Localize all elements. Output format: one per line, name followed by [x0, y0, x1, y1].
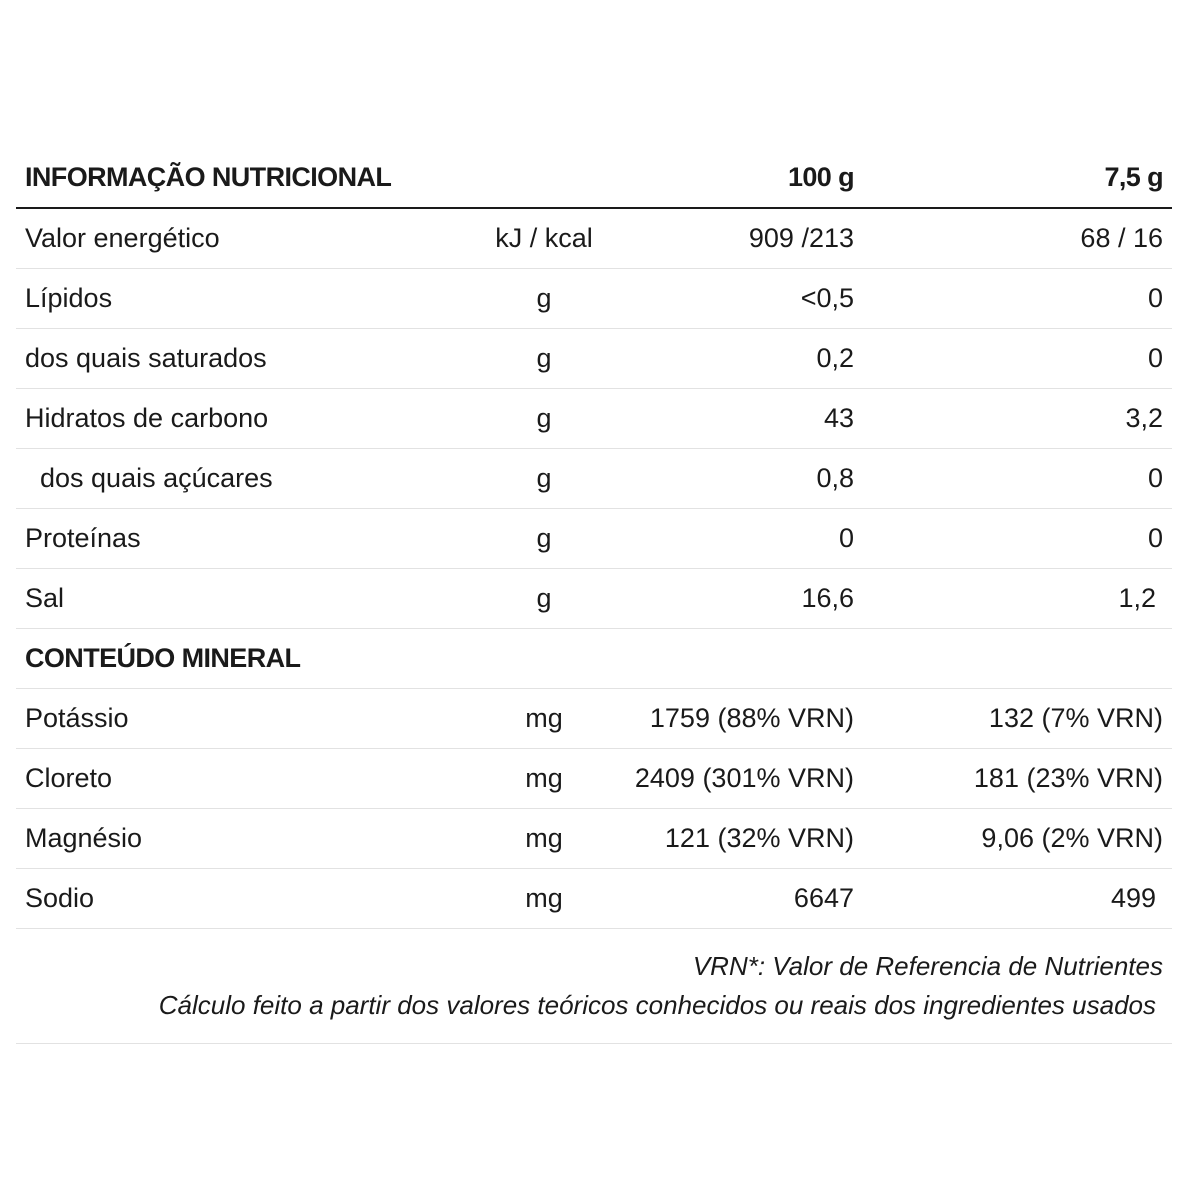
nutrition-table — [16, 150, 1172, 1044]
calculation-footnote: Cálculo feito a partir dos valores teóricos conhecidos ou reais dos ingredientes usados — [158, 990, 1156, 1020]
table-footnotes — [16, 929, 1172, 1044]
value-per-dose: 0 — [1147, 463, 1163, 493]
nutrient-name: Proteínas — [25, 523, 141, 553]
mineral-unit: mg — [525, 763, 563, 793]
value-per-dose: 0 — [1147, 283, 1163, 313]
value-per-100g: 0 — [838, 523, 854, 553]
value-per-100g: 0,8 — [816, 463, 854, 493]
mineral-section-heading — [16, 629, 1172, 689]
nutrient-unit: g — [536, 523, 552, 553]
value-per-dose: 1,2 — [1118, 583, 1156, 613]
value-per-100g: 2409 (301% VRN) — [634, 763, 854, 793]
table-row — [16, 329, 1172, 389]
value-per-100g: 1759 (88% VRN) — [649, 703, 854, 733]
nutrient-name: Sal — [25, 583, 65, 613]
nutrient-unit: g — [536, 283, 552, 313]
nutrient-unit: kJ / kcal — [495, 223, 593, 253]
nutrient-unit: g — [536, 343, 552, 373]
table-row — [16, 449, 1172, 509]
table-row — [16, 269, 1172, 329]
mineral-unit: mg — [525, 883, 563, 913]
value-per-dose: 9,06 (2% VRN) — [981, 823, 1163, 853]
value-per-dose: 0 — [1147, 343, 1163, 373]
value-per-100g: 43 — [823, 403, 854, 433]
table-row — [16, 209, 1172, 269]
mineral-name: Cloreto — [25, 763, 113, 793]
mineral-name: Sodio — [25, 883, 95, 913]
nutrient-name: Lípidos — [25, 283, 113, 313]
value-per-100g: 6647 — [793, 883, 854, 913]
value-per-dose: 181 (23% VRN) — [973, 763, 1163, 793]
table-row — [16, 509, 1172, 569]
table-row — [16, 869, 1172, 929]
nutrient-name: dos quais saturados — [25, 343, 267, 373]
column-header-dose: 7,5 g — [1104, 162, 1163, 192]
table-row — [16, 689, 1172, 749]
table-row — [16, 809, 1172, 869]
mineral-unit: mg — [525, 703, 563, 733]
nutrient-name: dos quais açúcares — [40, 463, 273, 493]
nutrient-unit: g — [536, 403, 552, 433]
value-per-100g: 121 (32% VRN) — [664, 823, 854, 853]
nutrient-name: Valor energético — [25, 223, 220, 253]
section-title: CONTEÚDO MINERAL — [25, 643, 301, 673]
vrn-footnote: VRN*: Valor de Referencia de Nutrientes — [692, 951, 1163, 981]
value-per-dose: 3,2 — [1125, 403, 1163, 433]
value-per-dose: 132 (7% VRN) — [988, 703, 1163, 733]
nutrient-name: Hidratos de carbono — [25, 403, 269, 433]
value-per-100g: 909 /213 — [748, 223, 854, 253]
value-per-100g: 16,6 — [801, 583, 854, 613]
mineral-unit: mg — [525, 823, 563, 853]
table-title: INFORMAÇÃO NUTRICIONAL — [25, 162, 392, 192]
value-per-100g: <0,5 — [800, 283, 854, 313]
column-header-100g: 100 g — [787, 162, 854, 192]
table-row — [16, 569, 1172, 629]
value-per-100g: 0,2 — [816, 343, 854, 373]
mineral-name: Potássio — [25, 703, 129, 733]
table-header — [16, 150, 1172, 209]
table-row — [16, 389, 1172, 449]
nutrient-unit: g — [536, 583, 552, 613]
value-per-dose: 0 — [1147, 523, 1163, 553]
table-row — [16, 749, 1172, 809]
nutrient-unit: g — [536, 463, 552, 493]
mineral-name: Magnésio — [25, 823, 143, 853]
value-per-dose: 68 / 16 — [1080, 223, 1163, 253]
value-per-dose: 499 — [1110, 883, 1156, 913]
